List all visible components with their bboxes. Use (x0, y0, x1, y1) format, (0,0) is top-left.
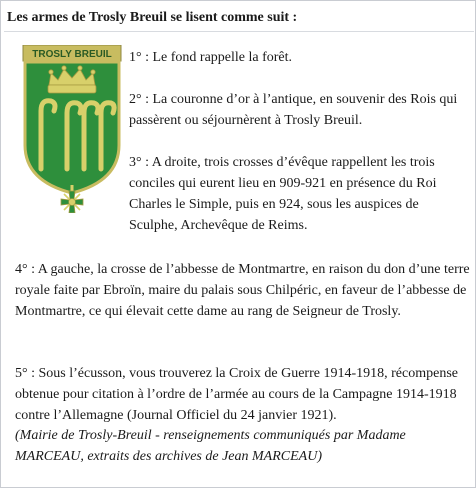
paragraph-4: 4° : A gauche, la crosse de l’abbesse de Montmartre, en raison du don d’une terre royale faite par Ebroïn, maire du palais sous Chilpéric, en faveur de l’abbesse de Montmartre, ce qui élevait cette dame au rang de Seigneur de Trosly. (15, 262, 470, 319)
source-credit: (Mairie de Trosly-Breuil - renseignements communiqués par Madame MARCEAU, extraits des archives de Jean MARCEAU) (15, 428, 406, 464)
coat-of-arms-image (21, 45, 123, 213)
title-divider (4, 31, 474, 32)
paragraph-5: 5° : Sous l’écusson, vous trouverez la Croix de Guerre 1914-1918, récompense obtenue pour citation à l’ordre de l’armée au cours de la Campagne 1914-1918 contre l’Allemagne (Journal Officiel du 24 janvier 1921). (15, 366, 458, 423)
paragraph-1: 1° : Le fond rappelle la forêt. (129, 50, 293, 65)
paragraph-2: 2° : La couronne d’or à l’antique, en souvenir des Rois qui passèrent ou séjournèrent à Trosly Breuil. (129, 92, 458, 128)
paragraph-3: 3° : A droite, trois crosses d’évêque rappellent les trois conciles qui eurent lieu en 909-921 en présence du Roi Charles le Simple, puis en 924, sous les auspices de Sculphe, Archevêque de Reims. (129, 155, 437, 233)
croix-de-guerre-icon (61, 191, 83, 213)
crest-banner-text: TROSLY BREUIL (32, 49, 112, 60)
page-title: Les armes de Trosly Breuil se lisent comme suit : (7, 10, 298, 25)
